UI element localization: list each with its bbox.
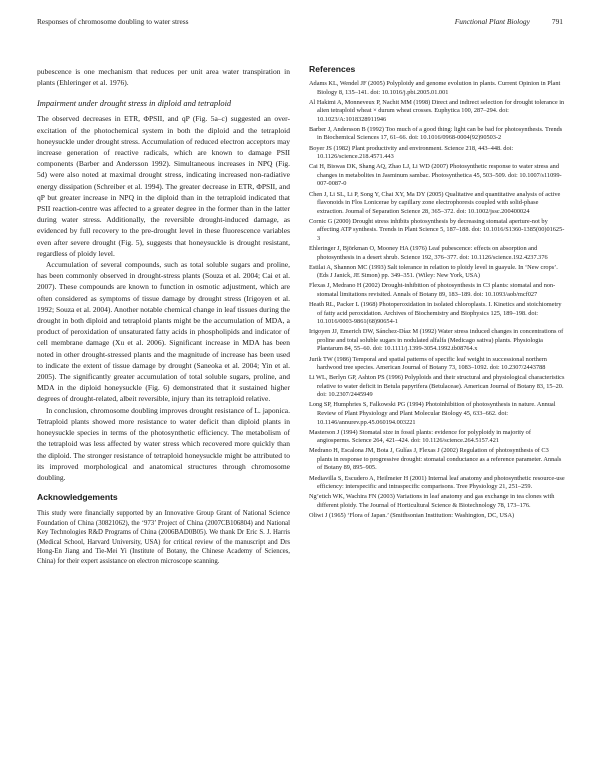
reference-entry: Heath RL, Packer L (1968) Photoperoxidation in isolated chloroplasts. I. Kinetics and stoichiometry of fatty acid peroxidation. Archives of Biochemistry and Biophysics 125, 189–198. doi: 10.1016/0003-9861(68)90654-1: [309, 301, 562, 326]
reference-entry: Estilai A, Shannon MC (1993) Salt tolerance in relation to ploidy level in guayule. In ‘New crops’. (Eds J Janick, JE Simon) pp. 349–351. (Wiley: New York, USA): [309, 263, 558, 280]
reference-entry: Irigoyen JJ, Emerich DW, Sánchez-Díaz M (1992) Water stress induced changes in concentrations of proline and total soluble sugars in nodulated alfalfa (Medicago sativa) plants. Physiologia Plantarum 84, 55–60. doi: 10.1111/j.1399-3054.1992.tb08764.x: [309, 328, 564, 353]
journal-name: Functional Plant Biology: [454, 16, 530, 26]
reference-entry: Medrano H, Escalona JM, Bota J, Gulías J, Flexas J (2002) Regulation of photosynthesis of C3 plants in response to progressive drought: stomatal conductance as a reference parameter. Annals of Botany 89, 895–905.: [309, 447, 562, 472]
left-column: [37, 66, 290, 741]
body-paragraph: The observed decreases in ETR, ΦPSII, and qP (Fig. 5a–c) suggested an over-excitation of the photochemical system in both the diploid and the tetraploid honeysuckle under drought stress. Accumulation of reduced electron acceptors may increase generation of reactive radicals, which are known to damage PSII components (Barber and Andersson 1992). Simultaneous increases in NPQ (Fig. 5d) were also noted at maximal drought stress, indicating increased non-radiative energy dissipation (Schreiber et al. 1994). The greater decrease in ETR, ΦPSII, and qP but greater increase in NPQ in the diploid than in the tetraploid indicated that PSII reaction-centre was affected to a greater degree in the former than in the latter during water stress. Additionally, the reversible drought-induced damage, as evidenced by full recovery to the pre-drought level in these fluorescence variables even after severe drought (Fig. 5), suggests that honeysuckle is drought resistant, regardless of ploidy level.: [37, 114, 290, 258]
reference-entry: Chen J, Li SL, Li P, Song Y, Chai XY, Ma DY (2005) Qualitative and quantitative analysis of active flavonoids in Flos Lonicerae by capillary zone electrophoresis coupled with solid-phase extraction. Journal of Separation Science 28, 365–372. doi: 10.1002/jssc.200400024: [309, 190, 561, 215]
reference-entry: Cornic G (2000) Drought stress inhibits photosynthesis by decreasing stomatal aperture-not by affecting ATP synthesis. Trends in Plant Science 5, 187–188. doi: 10.1016/S1360-1385(00)01625-3: [309, 217, 565, 242]
reference-entry: Al Hakimi A, Monneveux P, Nachit MM (1998) Direct and indirect selection for drought tolerance in alien tetraploid wheat × durum wheat crosses. Euphytica 100, 287–294. doi: 10.1023/A:1018328911946: [309, 98, 565, 123]
reference-list: [309, 80, 565, 521]
page-number: 791: [551, 16, 563, 26]
reference-entry: Long SP, Humphries S, Falkowski PG (1994) Photoinhibition of photosynthesis in nature. Annual Review of Plant Physiology and Plant Molecular Biology 45, 633–662. doi: 10.1146/annurev.pp.45.060194.003221: [309, 401, 556, 426]
header-right: [455, 17, 563, 26]
page-header: [37, 14, 563, 28]
reference-entry: Barber J, Andersson B (1992) Too much of a good thing: light can be bad for photosynthesis. Trends in Biochemical Sciences 17, 61–66. doi: 10.1016/0968-0004(92)90503-2: [309, 125, 563, 142]
reference-entry: Li WL, Berlyn GP, Ashton PS (1996) Polyploids and their structural and physiological characteristics relative to water deficit in Betula papyrifera (Betulaceae). American Journal of Botany 83, 15–20. doi: 10.2307/2445949: [309, 374, 565, 399]
references-heading: References: [309, 66, 356, 74]
reference-entry: Jurik TW (1986) Temporal and spatial patterns of specific leaf weight in successional northern hardwood tree species. American Journal of Botany 73, 1083–1092. doi: 10.2307/2443788: [309, 355, 547, 372]
section-subheading: Impairment under drought stress in diploid and tetraploid: [37, 99, 232, 109]
acknowledgements-heading: Acknowledgements: [37, 492, 118, 503]
reference-entry: Ng’etich WK, Wachira FN (2003) Variations in leaf anatomy and gas exchange in tea clones with different ploidy. The Journal of Horticultural Science & Biotechnology 78, 173–176.: [309, 493, 555, 509]
acknowledgements-text: This study were financially supported by an Innovative Group Grant of National Science Foundation of China (30821062), the ‘973’ Project of China (2007CB106804) and National Key Technologies R&D Programs of China (2006BAD0B05). We thank Dr Eric S. J. Harris (Medical School, Harvard University, USA) for critical review of the manuscript and Drs Hong-En Jiang and Tie-Mei Yi (Institute of Botany, the Chinese Academy of Sciences, China) for their expert assistance on electron microscope scanning.: [37, 510, 290, 566]
body-paragraph: In conclusion, chromosome doubling improves drought resistance of L. japonica. Tetraploid plants showed more resistance to water deficit than diploid plants in honeysuckle species in terms of the photosynthetic efficiency. The metabolism of the tetraploid was less affected by water stress which recovered more quickly than the diploid. The stronger resistance of tetraploid honeysuckle might be attributed to its improved morphological and anatomical structures through chromosome doubling.: [37, 405, 290, 482]
right-column: [309, 66, 565, 741]
body-paragraph: Accumulation of several compounds, such as total soluble sugars and proline, has been commonly observed in drought-stress plants (Souza et al. 2004; Cai et al. 2007). These compounds are known to function in osmotic adjustment, which are often considered as symptoms of tissue damage by drought stress (Irigoyen et al. 1992; Souza et al. 2004). Another notable chemical change in leaf tissues during the drought in both diploid and tetraploid plants might be the accumulation of MDA, a product of peroxidation of unsaturated fatty acids in phospholipids and indicator of cell membrane damage (Xu et al. 2006). Significant increase in MDA has been noted in other drought-stressed plants and the magnitude of increase has been used to indicate the extent of tissue damage by drought (Sanеoka et al. 2004; Yin et al. 2005). The significantly greater accumulation of total soluble sugars, proline, and MDA in the diploid honeysuckle (Fig. 6) demonstrated that it sustained higher degrees of drought-related, albeit reversible, injury than its tetraploid relative.: [37, 260, 290, 404]
reference-entry: Cai H, Biswas DK, Shang AQ, Zhao LJ, Li WD (2007) Photosynthetic response to water stress and changes in metabolites in Jasminum sambac. Photosynthetica 45, 503–509. doi: 10.1007/s11099-007-0087-0: [309, 163, 562, 188]
reference-entry: Ehleringer J, Björkman O, Mooney HA (1976) Leaf pubescence: effects on absorption and photosynthesis in a desert shrub. Science 192, 376–377. doi: 10.1126/science.192.4237.376: [309, 245, 548, 261]
reference-entry: Masterson J (1994) Stomatal size in fossil plants: evidence for polyploidy in majority of angiosperms. Science 264, 421–424. doi: 10.1126/science.264.5157.421: [309, 428, 531, 445]
intro-paragraph: pubescence is one mechanism that reduces per unit area water transpiration in plants (Ehleringer et al. 1976).: [37, 67, 290, 88]
reference-entry: Adams KL, Wendel JF (2005) Polyploidy and genome evolution in plants. Current Opinion in Plant Biology 8, 135–141. doi: 10.1016/j.pbi.2005.01.001: [309, 80, 561, 96]
reference-entry: Boyer JS (1982) Plant productivity and environment. Science 218, 443–448. doi: 10.1126/science.218.4571.443: [309, 144, 514, 161]
reference-entry: Mediavilla S, Escudero A, Heilmeier H (2001) Internal leaf anatomy and photosynthetic resource-use efficiency: interspecific and intraspecific comparisons. Tree Physiology 21, 251–259.: [309, 474, 565, 491]
reference-entry: Flexas J, Medrano H (2002) Drought-inhibition of photosynthesis in C3 plants: stomatal and non-stomatal limitations revisited. Annals of Botany 89, 183–189. doi: 10.1093/aob/mcf027: [309, 282, 556, 298]
reference-entry: Oliwi J (1965) ‘Flora of Japan.’ (Smithsonian Institution: Washington, DC, USA): [309, 511, 515, 519]
running-title: Responses of chromosome doubling to water stress: [37, 16, 189, 26]
